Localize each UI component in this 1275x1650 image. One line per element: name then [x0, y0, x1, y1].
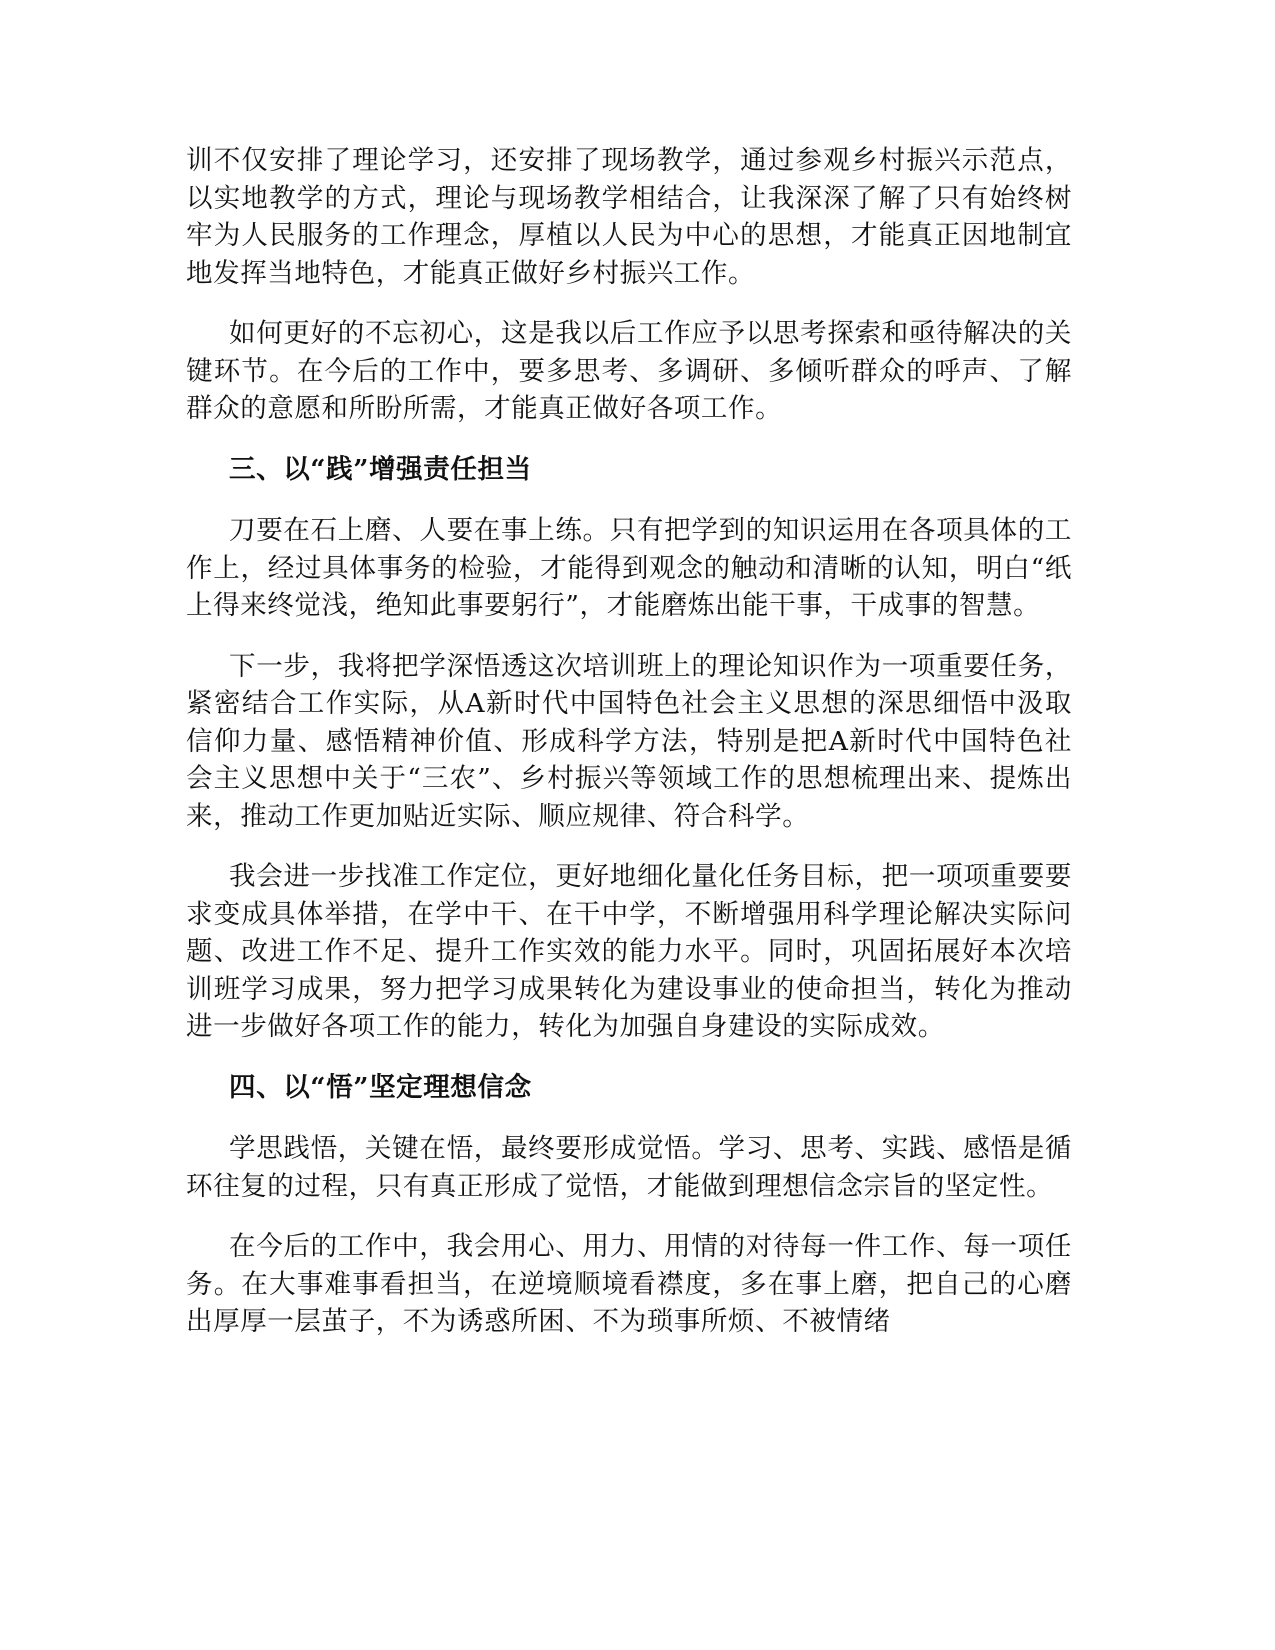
paragraph-2: 如何更好的不忘初心，这是我以后工作应予以思考探索和亟待解决的关键环节。在今后的工作中，要多思考、多调研、多倾听群众的呼声、了解群众的意愿和所盼所需，才能真正做好各项工作。 — [186, 318, 1072, 424]
section-heading-3: 三、以“践”增强责任担当 — [229, 453, 532, 485]
paragraph-5: 我会进一步找准工作定位，更好地细化量化任务目标，把一项项重要要求变成具体举措，在学中干、在干中学，不断增强用科学理论解决实际问题、改进工作不足、提升工作实效的能力水平。同时，巩固拓展好本次培训班学习成果，努力把学习成果转化为建设事业的使命担当，转化为推动进一步做好各项工作的能力，转化为加强自身建设的实际成效。 — [186, 861, 1072, 1042]
paragraph-1: 训不仅安排了理论学习，还安排了现场教学，通过参观乡村振兴示范点，以实地教学的方式，理论与现场教学相结合，让我深深了解了只有始终树牢为人民服务的工作理念，厚植以人民为中心的思想，才能真正因地制宜地发挥当地特色，才能真正做好乡村振兴工作。 — [186, 145, 1072, 289]
section-heading-4: 四、以“悟”坚定理想信念 — [229, 1071, 532, 1103]
paragraph-7: 在今后的工作中，我会用心、用力、用情的对待每一件工作、每一项任务。在大事难事看担当，在逆境顺境看襟度，多在事上磨，把自己的心磨出厚厚一层茧子，不为诱惑所困、不为琐事所烦、不被情绪 — [186, 1231, 1072, 1337]
paragraph-4: 下一步，我将把学深悟透这次培训班上的理论知识作为一项重要任务，紧密结合工作实际，从A新时代中国特色社会主义思想的深思细悟中汲取信仰力量、感悟精神价值、形成科学方法，特别是把A新时代中国特色社会主义思想中关于“三农”、乡村振兴等领域工作的思想梳理出来、提炼出来，推动工作更加贴近实际、顺应规律、符合科学。 — [186, 650, 1072, 832]
paragraph-3: 刀要在石上磨、人要在事上练。只有把学到的知识运用在各项具体的工作上，经过具体事务的检验，才能得到观念的触动和清晰的认知，明白“纸上得来终觉浅，绝知此事要躬行”，才能磨炼出能干事，干成事的智慧。 — [186, 515, 1072, 621]
paragraph-6: 学思践悟，关键在悟，最终要形成觉悟。学习、思考、实践、感悟是循环往复的过程，只有真正形成了觉悟，才能做到理想信念宗旨的坚定性。 — [186, 1133, 1072, 1202]
